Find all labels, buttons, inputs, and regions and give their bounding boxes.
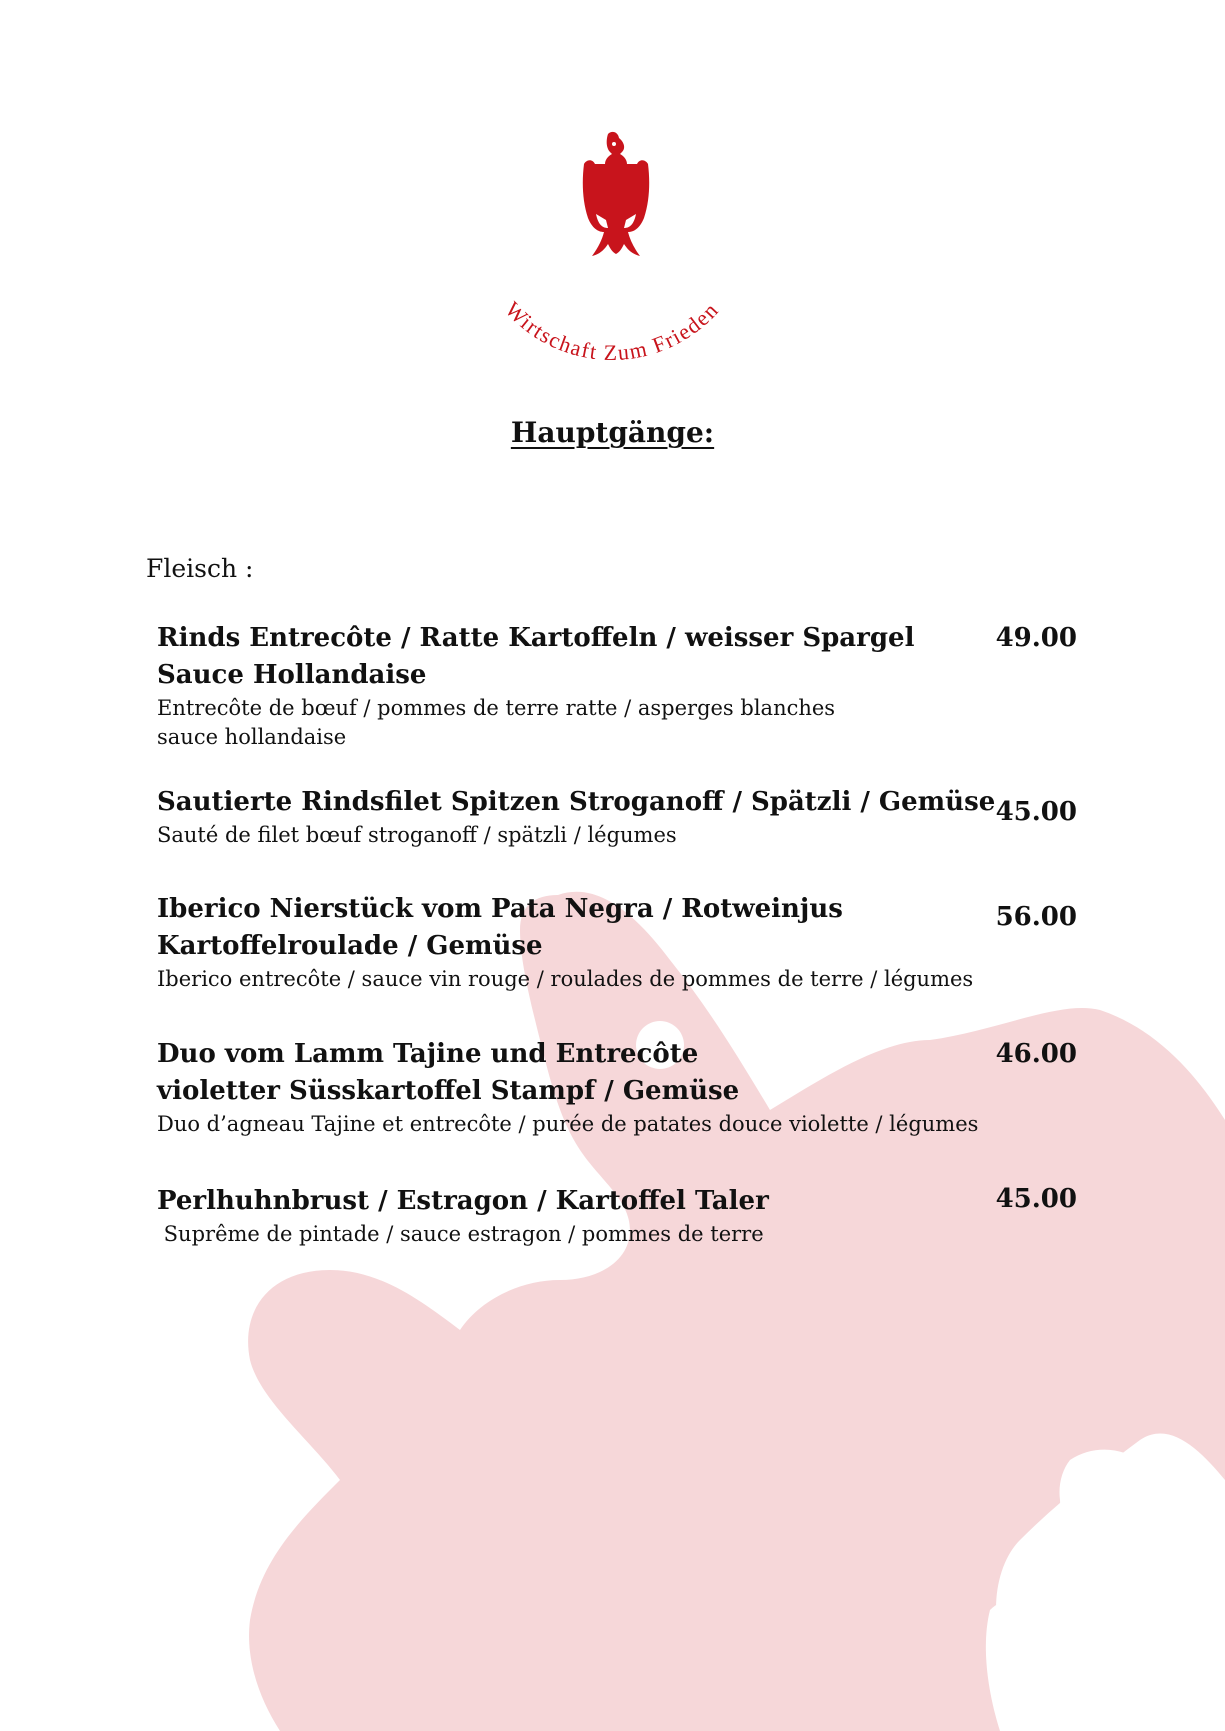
menu-item	[157, 1036, 1077, 1139]
item-title: Sautierte Rindsfilet Spitzen Stroganoff / Spätzli / Gemüse	[157, 787, 996, 817]
menu-item	[157, 1183, 1077, 1249]
page-title: Hauptgänge:	[510, 416, 715, 449]
restaurant-logo	[462, 120, 762, 360]
menu-item	[157, 891, 1077, 994]
section-label: Fleisch :	[146, 554, 254, 583]
eagle-icon	[583, 132, 649, 256]
logo-text: Wirtschaft Zum Frieden	[500, 296, 724, 360]
item-description: Entrecôte de bœuf / pommes de terre ratte / asperges blanches sauce hollandaise	[157, 696, 836, 749]
item-title: Rinds Entrecôte / Ratte Kartoffeln / weisser Spargel Sauce Hollandaise	[157, 623, 915, 690]
item-description: Iberico entrecôte / sauce vin rouge / roulades de pommes de terre / légumes	[157, 967, 974, 991]
item-title: Perlhuhnbrust / Estragon / Kartoffel Taler	[157, 1186, 769, 1216]
item-price: 45.00	[995, 797, 1077, 827]
item-price: 46.00	[995, 1039, 1077, 1069]
item-title: Duo vom Lamm Tajine und Entrecôte violetter Süsskartoffel Stampf / Gemüse	[157, 1039, 740, 1106]
item-description: Suprême de pintade / sauce estragon / pommes de terre	[157, 1222, 764, 1246]
menu-item	[157, 784, 1077, 850]
item-description: Duo d’agneau Tajine et entrecôte / purée de patates douce violette / légumes	[157, 1112, 979, 1136]
item-description: Sauté de filet bœuf stroganoff / spätzli / légumes	[157, 823, 677, 847]
item-price: 49.00	[995, 623, 1077, 653]
menu-item	[157, 620, 1077, 752]
item-title: Iberico Nierstück vom Pata Negra / Rotweinjus Kartoffelroulade / Gemüse	[157, 894, 843, 961]
item-price: 45.00	[995, 1184, 1077, 1214]
item-price: 56.00	[995, 902, 1077, 932]
svg-text:Wirtschaft Zum Frieden	[500, 297, 723, 360]
